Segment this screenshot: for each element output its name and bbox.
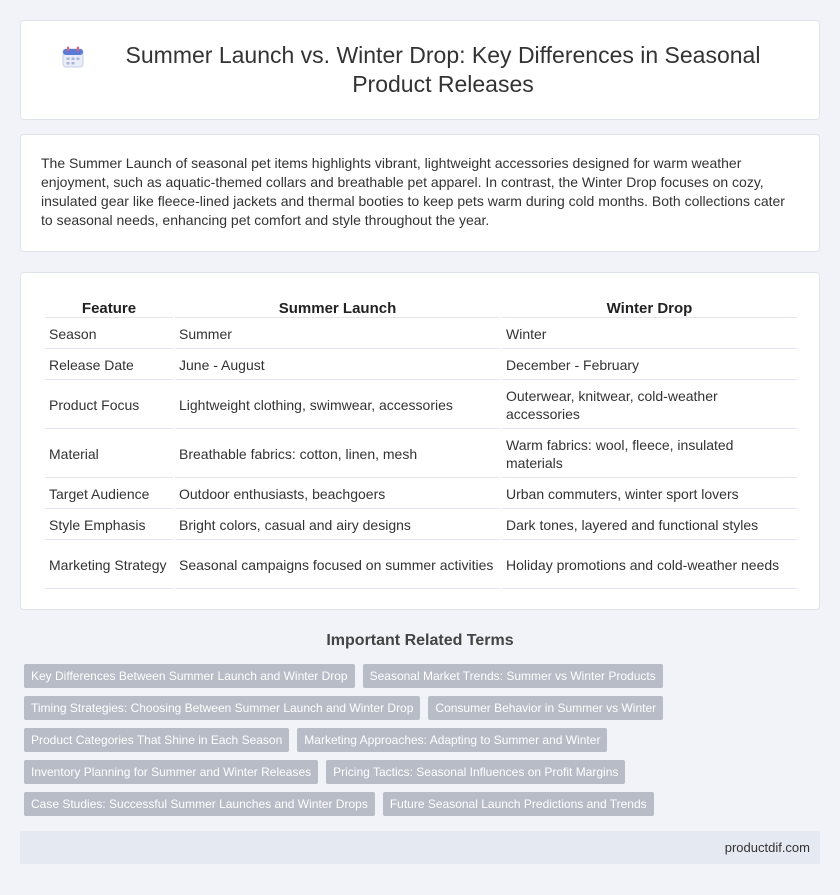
table-row	[45, 351, 797, 380]
page-title: Summer Launch vs. Winter Drop: Key Differences in Seasonal Product Releases	[125, 42, 761, 97]
related-term-tag[interactable]: Key Differences Between Summer Launch and Winter Drop	[24, 664, 355, 688]
related-terms-list	[24, 664, 824, 816]
table-cell: Holiday promotions and cold-weather needs	[502, 542, 797, 589]
table-cell: June - August	[175, 351, 500, 380]
table-cell: Warm fabrics: wool, fleece, insulated materials	[502, 431, 797, 478]
table-row	[45, 542, 797, 589]
related-term-tag[interactable]: Timing Strategies: Choosing Between Summer Launch and Winter Drop	[24, 696, 420, 720]
related-term-tag[interactable]: Product Categories That Shine in Each Season	[24, 728, 289, 752]
table-cell: Season	[45, 320, 173, 349]
related-term-tag[interactable]: Seasonal Market Trends: Summer vs Winter Products	[363, 664, 663, 688]
table-cell: Outerwear, knitwear, cold-weather accessories	[502, 382, 797, 429]
table-cell: Urban commuters, winter sport lovers	[502, 480, 797, 509]
table-cell: Marketing Strategy	[45, 542, 173, 589]
table-cell: Material	[45, 431, 173, 478]
column-header-summer-launch: Summer Launch	[175, 297, 500, 318]
table-cell: Release Date	[45, 351, 173, 380]
table-cell: December - February	[502, 351, 797, 380]
table-cell: Summer	[175, 320, 500, 349]
comparison-table	[43, 295, 799, 591]
table-row	[45, 382, 797, 429]
related-term-tag[interactable]: Consumer Behavior in Summer vs Winter	[428, 696, 663, 720]
table-cell: Target Audience	[45, 480, 173, 509]
intro-card	[20, 134, 820, 252]
footer-site-link[interactable]: productdif.com	[724, 840, 810, 855]
table-row	[45, 320, 797, 349]
title-card	[20, 20, 820, 120]
related-term-tag[interactable]: Inventory Planning for Summer and Winter Releases	[24, 760, 318, 784]
related-term-tag[interactable]: Future Seasonal Launch Predictions and Trends	[383, 792, 654, 816]
table-header-row	[45, 297, 797, 318]
table-cell: Breathable fabrics: cotton, linen, mesh	[175, 431, 500, 478]
table-cell: Dark tones, layered and functional styles	[502, 511, 797, 540]
related-term-tag[interactable]: Pricing Tactics: Seasonal Influences on Profit Margins	[326, 760, 625, 784]
column-header-winter-drop: Winter Drop	[502, 297, 797, 318]
table-cell: Winter	[502, 320, 797, 349]
table-row	[45, 511, 797, 540]
table-cell: Bright colors, casual and airy designs	[175, 511, 500, 540]
intro-paragraph: The Summer Launch of seasonal pet items highlights vibrant, lightweight accessories designed for warm weather enjoyment, such as aquatic-themed collars and breathable pet apparel. In contrast, the Winter Drop focuses on cozy, insulated gear like fleece-lined jackets and thermal booties to keep pets warm during cold months. Both collections cater to seasonal needs, enhancing pet comfort and style throughout the year.	[41, 155, 785, 228]
table-row	[45, 431, 797, 478]
table-cell: Lightweight clothing, swimwear, accessories	[175, 382, 500, 429]
calendar-icon	[61, 45, 85, 69]
table-cell: Product Focus	[45, 382, 173, 429]
table-cell: Seasonal campaigns focused on summer activities	[175, 542, 500, 589]
related-terms-title: Important Related Terms	[326, 632, 514, 649]
related-term-tag[interactable]: Marketing Approaches: Adapting to Summer and Winter	[297, 728, 607, 752]
table-row	[45, 480, 797, 509]
column-header-feature: Feature	[45, 297, 173, 318]
related-term-tag[interactable]: Case Studies: Successful Summer Launches and Winter Drops	[24, 792, 375, 816]
table-cell: Outdoor enthusiasts, beachgoers	[175, 480, 500, 509]
footer	[20, 831, 820, 864]
table-cell: Style Emphasis	[45, 511, 173, 540]
comparison-table-card	[20, 272, 820, 610]
